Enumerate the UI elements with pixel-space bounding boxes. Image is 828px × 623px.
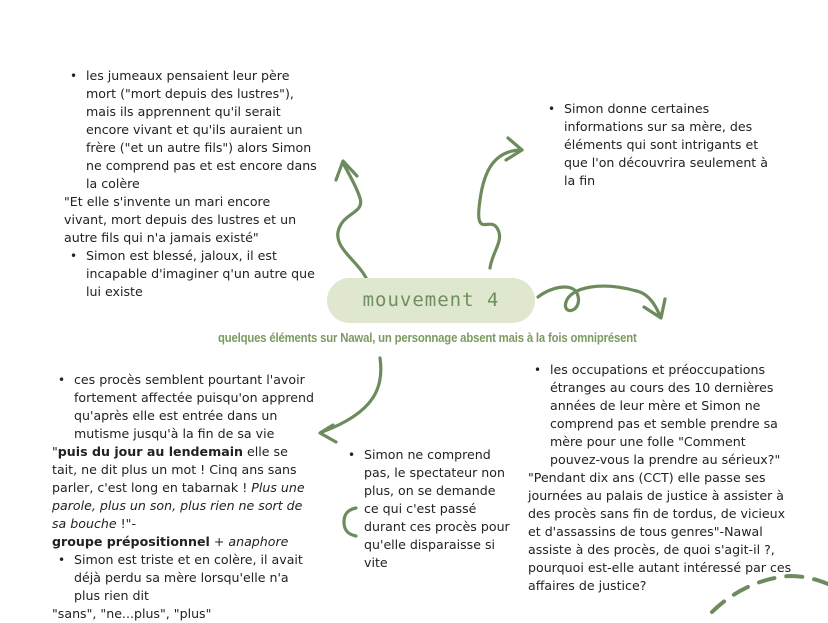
arrow-to-right-head: [644, 299, 665, 318]
quote-close: !"-: [116, 516, 137, 531]
bottom-left-quote: [52, 443, 314, 551]
quote-italic: Plus une parole, plus un son, plus rien ne sort de sa bouche: [52, 480, 305, 531]
top-left-bullet-1: les jumeaux pensaient leur père mort ("mort depuis des lustres"), mais ils apprennent qu'il serait encore vivant et qu'ils auraient un frère ("et un autre fils") alors Simon ne comprend pas et est encore dans la colère: [86, 68, 317, 191]
list-item: [52, 551, 318, 605]
arrow-to-top-right: [479, 150, 522, 268]
bottom-middle-block: [342, 446, 512, 572]
arrow-to-top-right-head: [506, 138, 522, 160]
bottom-left-block: [52, 371, 318, 623]
arrow-to-top-left: [338, 163, 368, 282]
note-bold: groupe prépositionnel: [52, 534, 210, 549]
bottom-right-bullet: les occupations et préoccupations étranges au cours des 10 dernières années de leur mère et Simon ne comprend pas et semble prendre sa mère pour une folle "Comment pouvez-vous la prendre au sérieux?": [550, 362, 781, 467]
list-item: [64, 67, 318, 193]
top-left-quote: "Et elle s'invente un mari encore vivant, mort depuis des lustres et un autre fils qui n'a jamais existé": [64, 194, 297, 245]
arrow-to-bottom-left: [322, 358, 381, 432]
top-right-block: [542, 100, 772, 190]
arrow-to-right: [538, 286, 660, 316]
list-item: [64, 247, 318, 301]
bottom-right-block: [528, 361, 796, 595]
note-italic: anaphore: [228, 534, 289, 549]
top-right-bullet: Simon donne certaines informations sur sa mère, des éléments qui sont intrigants et que l'on découvrira seulement à la fin: [564, 101, 768, 188]
page-title: mouvement 4: [362, 289, 500, 311]
top-left-block: [64, 67, 322, 301]
list-item: [342, 446, 512, 572]
bottom-left-bullet-1: ces procès semblent pourtant l'avoir fortement affectée puisqu'on apprend qu'après elle est entrée dans un mutisme jusqu'à la fin de sa vie: [74, 372, 314, 441]
list-item: [542, 100, 772, 190]
list-item: [52, 371, 318, 443]
bottom-middle-bullet: Simon ne comprend pas, le spectateur non plus, on se demande ce qui c'est passé durant ces procès pour qu'elle disparaisse si vite: [364, 447, 510, 570]
top-left-bullet-2: Simon est blessé, jaloux, il est incapable d'imaginer q'un autre que lui existe: [86, 248, 315, 299]
quote-bold: puis du jour au lendemain: [57, 444, 244, 459]
note-plus: +: [209, 534, 229, 549]
quote-mid: elle se tait, ne dit plus un mot ! Cinq ans sans parler, c'est long en tabarnak !: [52, 444, 297, 495]
bottom-left-bullet-2: Simon est triste et en colère, il avait déjà perdu sa mère lorsqu'elle n'a plus rien dit: [74, 552, 303, 603]
bottom-right-quote: "Pendant dix ans (CCT) elle passe ses journées au palais de justice à assister à des procès sans fin de tordus, de vicieux et d'assassins de tous genres"-Nawal assiste à des procès, de quoi s'agit-il ?, pourquoi est-elle autant intéressé par ces affaires de justice?: [528, 470, 792, 593]
quote-open: ": [52, 444, 58, 459]
bottom-left-words: "sans", "ne...plus", "plus": [52, 606, 212, 621]
list-item: [528, 361, 798, 469]
subtitle: quelques éléments sur Nawal, un personnage absent mais à la fois omniprésent: [218, 330, 637, 345]
